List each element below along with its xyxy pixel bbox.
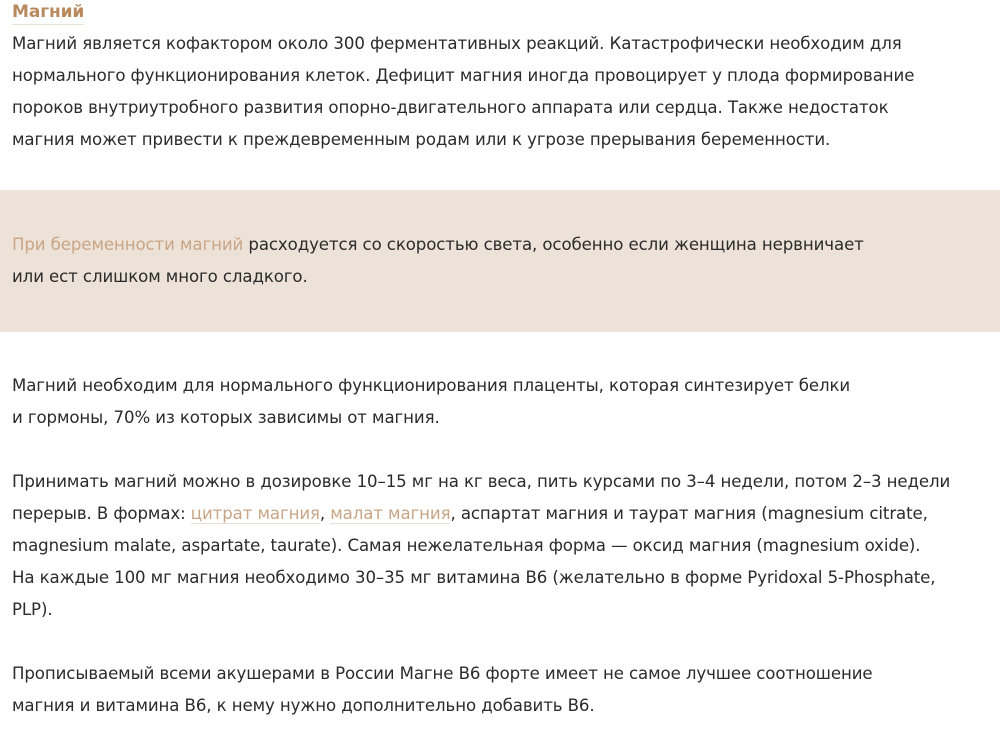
text: расходуется со скоростью света, особенно если женщина нервничает	[243, 235, 864, 254]
text-line: и гормоны, 70% из которых зависимы от магния.	[12, 408, 440, 427]
paragraph-placenta	[12, 370, 988, 434]
magnesium-citrate-link[interactable]: цитрат магния	[190, 504, 320, 523]
text-line: магния и витамина B6, к нему нужно дополнительно добавить B6.	[12, 696, 595, 715]
paragraph-magne-b6	[12, 658, 988, 722]
pregnancy-magnesium-link[interactable]: При беременности магний	[12, 235, 244, 254]
text-line: Принимать магний можно в дозировке 10–15 мг на кг веса, пить курсами по 3–4 недели, потом 2–3 недели	[12, 472, 951, 491]
text-line: пороков внутриутробного развития опорно-двигательного аппарата или сердца. Также недостаток	[12, 98, 889, 117]
paragraph-intro	[12, 28, 988, 156]
magnesium-malate-link[interactable]: малат магния	[330, 504, 451, 523]
callout-box	[0, 190, 1000, 332]
text-line: На каждые 100 мг магния необходимо 30–35 мг витамина B6 (желательно в форме Pyridoxal 5-Phosphate,	[12, 568, 936, 587]
text-line: magnesium malate, aspartate, taurate). Самая нежелательная форма — оксид магния (magnesium oxide).	[12, 536, 921, 555]
text-line: Магний является кофактором около 300 ферментативных реакций. Катастрофически необходим для	[12, 34, 902, 53]
text-line: Прописываемый всеми акушерами в России Магне B6 форте имеет не самое лучшее соотношение	[12, 664, 873, 683]
text-line: магния может привести к преждевременным родам или к угрозе прерывания беременности.	[12, 130, 831, 149]
text-line: или ест слишком много сладкого.	[12, 267, 308, 286]
text-line: PLP).	[12, 600, 53, 619]
text: , аспартат магния и таурат магния (magnesium citrate,	[450, 504, 928, 523]
article-bottom	[0, 332, 1000, 722]
text: перерыв. В формах:	[12, 504, 191, 523]
text: ,	[319, 504, 331, 523]
text-line: нормального функционирования клеток. Дефицит магния иногда провоцирует у плода формирование	[12, 66, 915, 85]
article-top	[0, 0, 1000, 156]
section-heading: Магний	[12, 0, 84, 25]
text-line: Магний необходим для нормального функционирования плаценты, которая синтезирует белки	[12, 376, 851, 395]
paragraph-dosage	[12, 466, 988, 626]
